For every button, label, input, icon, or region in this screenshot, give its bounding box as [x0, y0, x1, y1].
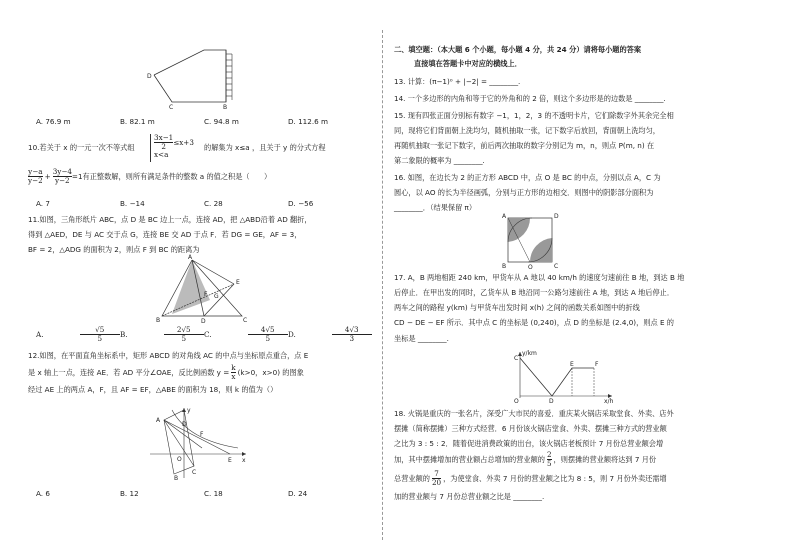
q10-line1-post: 的解集为 x≤a ，且关于 y 的分式方程 [204, 143, 326, 152]
q16-line1: 16. 如图，在边长为 2 的正方形 ABCD 中，点 O 是 BC 的中点，分别以点 A，C 为 [394, 173, 661, 182]
q12-label-a: A [156, 417, 161, 424]
q11-line3: BF = 2，△ADG 的面积为 2，则点 F 到 BC 的距离为 [28, 245, 200, 255]
q11-option-c: C. 4√5 5 [204, 326, 288, 343]
q9-figure [144, 30, 254, 110]
q12-line3: 经过 AE 上的两点 A，F，且 AF = EF，△ABE 的面积为 18，则 k 的值为（） [28, 385, 278, 394]
q12-option: B. 12 [120, 489, 139, 498]
q10-sys-rhs: ≤x+3 [173, 137, 194, 147]
q12-label-x: x [242, 457, 246, 464]
q17 [394, 272, 730, 344]
q17-line1: 17. A，B 两地相距 240 km，甲货车从 A 地以 40 km/h 的速度匀速前往 B 地，到达 B 地 [394, 273, 685, 282]
q12-label-d: D [182, 421, 187, 428]
column-divider [382, 30, 383, 540]
q16-figure [500, 212, 560, 270]
q12-label-f: F [200, 431, 204, 438]
q10-equation: $\frac{y-a}{y-2}$ + $\frac{3y-4}{y-2}$ =1有正整数解，则所有满足条件的整数 a 的值之积是（ ） [28, 167, 272, 186]
q17-label-x: x/h [604, 398, 614, 404]
q12-label-o: O [177, 456, 182, 463]
q9-option: B. 82.1 m [120, 117, 155, 126]
q12-line2: 是 x 轴上一点，连接 AE．若 AD 平分∠OAE，反比例函数 y = $\frac{k}{x}$ (k>0，x>0) 的图象 [28, 363, 304, 382]
q11-label-e: E [236, 279, 240, 286]
q16 [394, 172, 730, 213]
q17-label-o: O [514, 398, 519, 404]
q18-line1: 18. 火锅是重庆的一张名片，深受广大市民的喜爱．重庆某火锅店采取堂食、外卖、店外 [394, 409, 674, 418]
q11-option-a: A. √5 5 [36, 326, 120, 343]
q11-label-c: C [243, 317, 248, 324]
q17-line3: 两车之间的路程 y(km) 与甲货车出发时间 x(h) 之间的函数关系如图中的折线 [394, 303, 640, 313]
q16-label-c: C [554, 263, 559, 270]
q10-sys-den: 2 [161, 141, 166, 151]
q11-label-g: G [214, 293, 219, 300]
q10-sys-bottom: x<a [154, 149, 169, 159]
q9-option: A. 76.9 m [36, 117, 71, 126]
q9-options [36, 116, 372, 127]
q11-label-b: B [156, 317, 161, 324]
q10-frac2-den: y−2 [54, 176, 70, 186]
q17-line4: CD − DE − EF 所示．其中点 C 的坐标是 (0,240)，点 D 的坐标是 (2.4,0)，则点 E 的 [394, 318, 674, 328]
q17-label-d: D [549, 398, 554, 404]
q16-label-d: D [554, 213, 559, 220]
q17-label-e: E [570, 361, 574, 368]
q9-option: C. 94.8 m [204, 117, 239, 126]
q18-line4: 加，其中摆摊增加的营业额占总增加的营业额的 2 5 ，则摆摊的营业额将达到 7 月份 [394, 450, 657, 469]
q17-label-y: y/km [522, 350, 537, 357]
q17-line2: 后停止．在甲出发的同时，乙货车从 B 地沿同一公路匀速前往 A 地，到达 A 地后停止． [394, 288, 675, 298]
q12-label-b: B [174, 475, 179, 482]
q11-option-b: B. 2√5 5 [120, 326, 204, 343]
q9-option: D. 112.6 m [288, 117, 328, 126]
q11-line2: 得到 △AED，DE 与 AC 交于点 G，连接 BE 交 AD 于点 F．若 DG = GE，AF = 3， [28, 230, 302, 240]
q15 [394, 110, 730, 167]
q10-system [150, 134, 194, 162]
section2-subtitle: 直接填在答题卡中对应的横线上． [414, 59, 522, 68]
q10-frac1-num: y−a [28, 167, 43, 176]
q16-line2: 圆心，以 AO 的长为半径画弧，分别与正方形的边相交．则图中的阴影部分面积为 [394, 188, 654, 198]
q11-label-f: F [204, 291, 208, 298]
q9-label-c: C [169, 104, 174, 110]
q17-figure [512, 348, 616, 404]
q12-label-c: C [192, 469, 197, 476]
q11-options [36, 326, 372, 343]
q18-line3: 之比为 3 : 5 : 2．随着促进消费政策的出台，该火锅店老板预计 7 月份总营业额会增 [394, 439, 664, 449]
q10-line1-pre: 10.若关于 x 的一元一次不等式组 [28, 143, 135, 152]
q12-line1: 12.如图，在平面直角坐标系中，矩形 ABCD 的对角线 AC 的中点与坐标原点重合，点 E [28, 351, 309, 360]
right-column [394, 0, 730, 560]
q10-line2-post: =1有正整数解，则所有满足条件的整数 a 的值之积是（ ） [71, 172, 272, 182]
q12-option: A. 6 [36, 489, 50, 498]
q15-line4: 第二象限的概率为 ________. [394, 156, 485, 166]
q12-label-e: E [228, 457, 232, 464]
q17-label-c: C [514, 355, 519, 362]
q12-options [36, 488, 372, 499]
q11-option-d: D. 4√3 3 [288, 326, 372, 343]
q9-label-b: B [223, 104, 228, 110]
q16-label-a: A [502, 213, 507, 220]
q10-sys-num: 3x−1 [154, 133, 174, 142]
q15-line3: 再随机抽取一张记下数字，前后两次抽取的数字分别记为 m，n，则点 P(m, n) 在 [394, 141, 655, 151]
left-column [28, 0, 372, 560]
q10-frac2-num: 3y−4 [52, 167, 72, 176]
q17-line5: 坐标是 ________. [394, 333, 449, 343]
q14: 14. 一个多边形的内角和等于它的外角和的 2 倍，则这个多边形是的边数是 ________. [394, 94, 666, 103]
q15-line2: 同，现将它们背面朝上洗均匀，随机抽取一张，记下数字后放回，背面朝上洗均匀， [394, 126, 660, 136]
q11-label-d: D [201, 318, 206, 324]
q11 [28, 214, 372, 255]
q10-frac1-den: y−2 [28, 176, 43, 186]
q18-line6: 加的营业额与 7 月份总营业额之比是 ________. [394, 492, 545, 502]
section2-title: 二、填空题：（本大题 6 个小题，每小题 4 分，共 24 分）请将每小题的答案 [394, 45, 642, 54]
q10-option: D. −56 [288, 199, 314, 208]
q18-line2: 摆摊（简称摆摊）三种方式经营．6 月份该火锅店堂食、外卖、摆摊三种方式的营业额 [394, 424, 667, 434]
q16-label-b: B [502, 263, 507, 270]
q11-label-a: A [188, 254, 193, 261]
q10-options [36, 198, 372, 209]
q18-line5: 总营业额的 7 20 ，为使堂食、外卖 7 月份的营业额之比为 8 : 5，则 7 月份外卖还需增 [394, 469, 667, 488]
q12-label-y: y [187, 407, 191, 414]
q18 [394, 408, 730, 502]
q9-label-d: D [147, 73, 152, 80]
q16-line3: ________．（结果保留 π） [394, 203, 477, 213]
q15-line1: 15. 现有四张正面分别标有数字 −1，1，2，3 的不透明卡片，它们除数字外其余完全相 [394, 111, 674, 120]
q10-option: C. 28 [204, 199, 223, 208]
q11-line1: 11.如图，三角形纸片 ABC，点 D 是 BC 边上一点，连接 AD，把 △ABD沿着 AD 翻折， [28, 215, 312, 224]
q16-label-o: O [528, 264, 533, 270]
q12-figure [142, 404, 252, 482]
q13: 13. 计算：(π−1)⁰ + |−2| = ________. [394, 77, 521, 86]
q12-option: D. 24 [288, 489, 308, 498]
q17-label-f: F [595, 361, 599, 368]
q12-option: C. 18 [204, 489, 223, 498]
q12 [28, 350, 372, 395]
q10-option: A. 7 [36, 199, 50, 208]
q10-option: B. −14 [120, 199, 145, 208]
q11-figure [152, 254, 252, 324]
